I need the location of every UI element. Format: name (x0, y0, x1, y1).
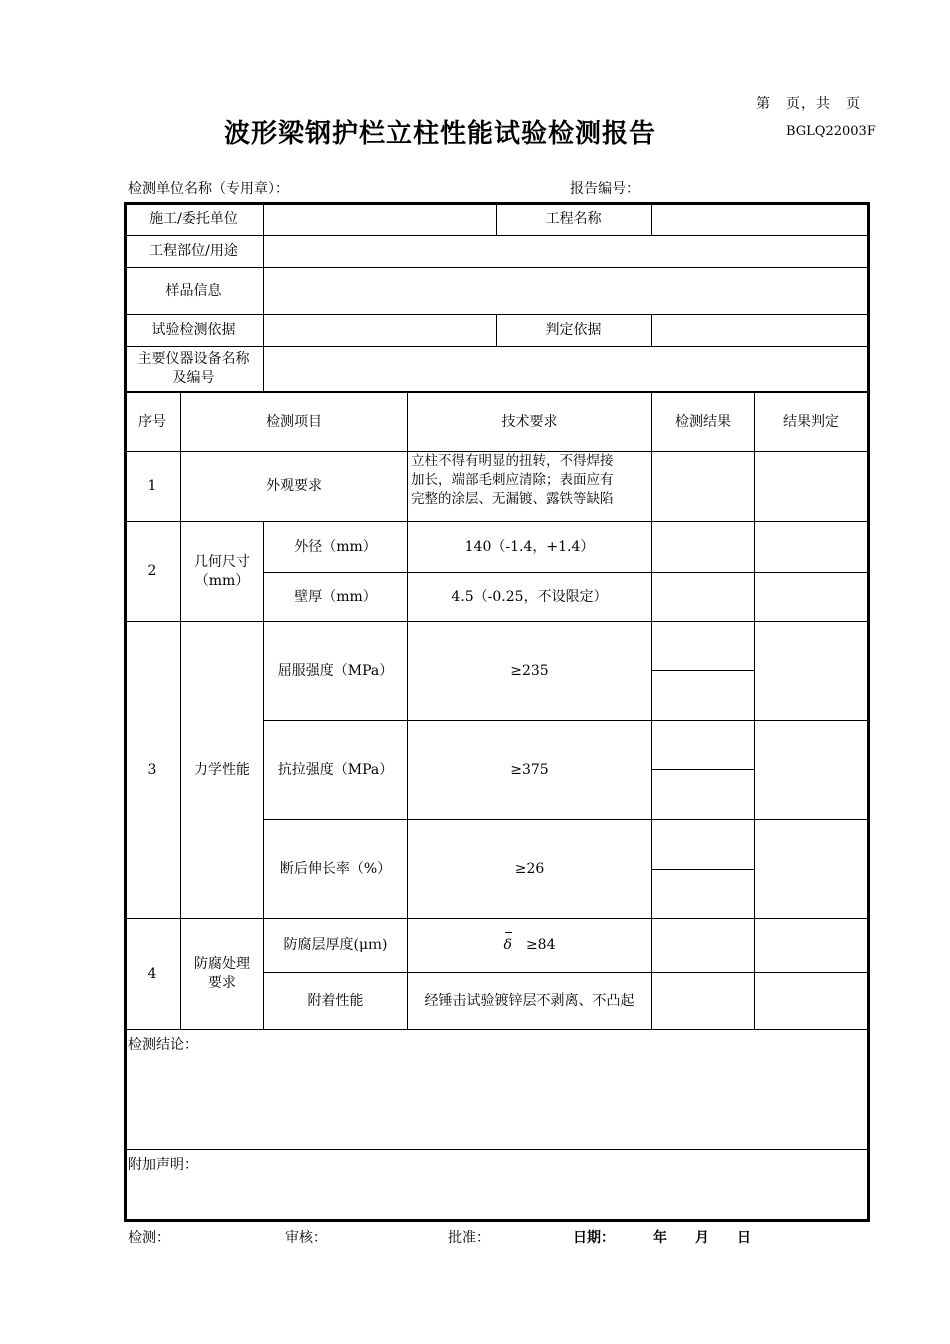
approver-label: 批准： (448, 1230, 490, 1246)
row4a-item: 防腐层厚度(μｍ) (283, 937, 388, 953)
row4-group-line1: 防腐处理 (194, 956, 250, 972)
location-label: 工程部位/用途 (149, 243, 238, 259)
form-code: BGLQ22003F (786, 124, 876, 139)
row3-seq: 3 (147, 761, 157, 778)
row3c-result-1[interactable] (652, 820, 754, 869)
client-label: 施工/委托单位 (149, 210, 238, 227)
page-number: 第 页，共 页 (756, 96, 861, 112)
header-seq: 序号 (138, 413, 166, 430)
row1-requirement-line3: 完整的涂层、无漏镀、露铁等缺陷 (411, 491, 614, 507)
row4a-result[interactable] (652, 919, 754, 972)
header-result: 检测结果 (675, 413, 731, 430)
row3a-result-2[interactable] (652, 671, 754, 720)
row2b-result[interactable] (652, 573, 754, 621)
row2a-result[interactable] (652, 522, 754, 572)
remark-field[interactable] (127, 1174, 867, 1218)
instrument-field[interactable] (264, 346, 867, 392)
row2-group (181, 522, 263, 621)
row1-requirement (411, 452, 651, 521)
row3c-item: 断后伸长率（%） (279, 860, 392, 877)
instrument-label-line1: 主要仪器设备名称 (137, 351, 250, 367)
row4-seq: 4 (147, 965, 157, 982)
row4-group-line2: 要求 (208, 975, 236, 991)
remark-label: 附加声明： (128, 1157, 198, 1173)
row1-requirement-line1: 立柱不得有明显的扭转，不得焊接 (411, 453, 614, 469)
location-field[interactable] (264, 235, 867, 268)
instrument-label-line2: 及编号 (172, 370, 215, 386)
row3-group: 力学性能 (194, 761, 250, 778)
row3a-requirement: ≥235 (510, 662, 549, 679)
row3b-verdict[interactable] (755, 721, 867, 819)
row3b-requirement: ≥375 (510, 761, 549, 778)
row1-verdict[interactable] (755, 452, 867, 521)
project-name-field[interactable] (652, 202, 867, 236)
header-verdict: 结果判定 (783, 413, 839, 430)
sample-info-label: 样品信息 (165, 282, 222, 299)
row3c-requirement: ≥26 (514, 860, 545, 877)
page-title: 波形梁钢护栏立柱性能试验检测报告 (223, 119, 656, 149)
row3a-result-1[interactable] (652, 622, 754, 670)
date-label: 日期： (573, 1230, 615, 1246)
report-form (124, 202, 870, 1222)
row4b-requirement: 经锤击试验镀锌层不剥离、不凸起 (424, 992, 635, 1009)
delta-mean-symbol: δ (503, 937, 512, 953)
instrument-label (124, 346, 263, 392)
header-requirement: 技术要求 (501, 413, 558, 430)
client-field[interactable] (264, 202, 496, 236)
judge-basis-field[interactable] (652, 314, 867, 347)
row2b-item: 壁厚（mm） (294, 588, 377, 605)
row4-group (181, 919, 263, 1029)
tester-label: 检测： (128, 1230, 170, 1246)
conclusion-label: 检测结论： (128, 1037, 198, 1053)
sample-info-field[interactable] (264, 267, 867, 315)
row2-group-line1: 几何尺寸 (194, 553, 250, 570)
row3b-item: 抗拉强度（MPa） (277, 761, 394, 778)
row2a-requirement: 140（-1.4，+1.4） (464, 538, 595, 555)
row2b-requirement: 4.5（-0.25，不设限定） (451, 588, 608, 605)
row3a-verdict[interactable] (755, 622, 867, 720)
unit-name-label: 检测单位名称（专用章）： (128, 181, 289, 197)
row2a-item: 外径（mm） (294, 538, 377, 555)
row3a-item: 屈服强度（MPa） (277, 662, 394, 679)
judge-basis-label: 判定依据 (545, 322, 602, 338)
row2b-verdict[interactable] (755, 573, 867, 621)
row1-result[interactable] (652, 452, 754, 521)
row1-requirement-line2: 加长，端部毛刺应清除；表面应有 (411, 472, 614, 488)
test-basis-field[interactable] (264, 314, 496, 347)
row4a-verdict[interactable] (755, 919, 867, 972)
row4a-requirement-value: ≥84 (525, 937, 556, 953)
row3b-result-1[interactable] (652, 721, 754, 769)
row3b-result-2[interactable] (652, 770, 754, 819)
row4b-result[interactable] (652, 973, 754, 1029)
row2a-verdict[interactable] (755, 522, 867, 572)
row2-group-line2: （mm） (194, 572, 250, 589)
row2-seq: 2 (147, 563, 157, 579)
test-basis-label: 试验检测依据 (151, 322, 236, 338)
row3c-verdict[interactable] (755, 820, 867, 918)
project-name-label: 工程名称 (545, 210, 602, 227)
row4b-item: 附着性能 (307, 992, 364, 1009)
row1-seq: 1 (147, 478, 157, 494)
reviewer-label: 审核： (285, 1230, 327, 1246)
conclusion-field[interactable] (127, 1054, 867, 1148)
report-no-label: 报告编号： (570, 181, 640, 197)
row1-item: 外观要求 (266, 478, 322, 494)
row3c-result-2[interactable] (652, 870, 754, 918)
date-value: 年 月 日 (653, 1230, 751, 1246)
row4a-requirement (408, 919, 651, 972)
header-item: 检测项目 (266, 413, 322, 430)
row4b-verdict[interactable] (755, 973, 867, 1029)
